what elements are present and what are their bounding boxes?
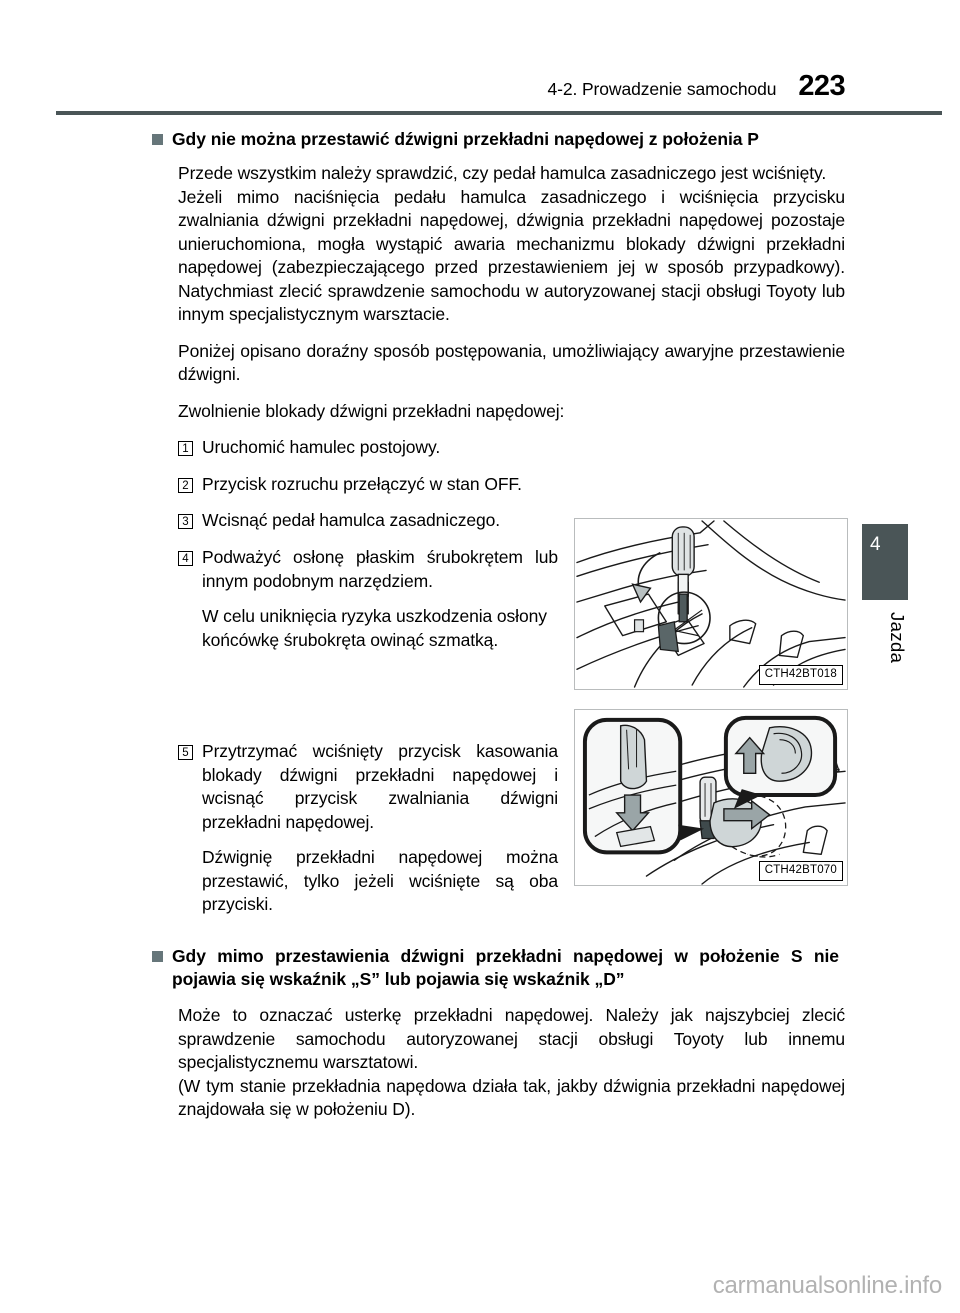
paragraph-1-1: Przede wszystkim należy sprawdzić, czy pedał hamulca zasadniczego jest wciśnięty. (178, 163, 827, 184)
step-text (202, 473, 522, 497)
step-number-badge: 3 (178, 514, 193, 529)
section-heading-1 (152, 128, 852, 151)
rotate-arrow-icon (633, 553, 661, 602)
step-text (202, 546, 558, 652)
page-number: 223 (798, 70, 845, 102)
step-line: Wcisnąć pedał hamulca zasadniczego. (202, 510, 501, 531)
paragraph-1-2: Jeżeli mimo naciśnięcia pedału hamulca zasadniczego i wciśnięcia przycisku zwalniania dźwigni przekładni napędowej, dźwignia przekładni napędowej pozostaje unieruchomiona, mogła wystąpić awaria mechanizmu blokady dźwigni przekładni napędowej (zabezpieczającego przed przestawieniem jej w sposób przypadkowy). Natychmiast zlecić sprawdzenie samochodu w autoryzowanej stacji obsługi Toyoty lub innym specjalistycznym warsztacie. (178, 186, 845, 325)
figure-2-code: CTH42BT070 (759, 861, 843, 882)
step-number-badge: 5 (178, 745, 193, 760)
screwdriver-icon (672, 527, 694, 622)
section-title: 4-2. Prowadzenie samochodu (547, 79, 777, 99)
step-line: Podważyć osłonę płaskim śrubokrętem lub innym podobnym narzędziem. (202, 547, 558, 591)
watermark-text: carmanualsonline.info (712, 1272, 942, 1299)
chapter-tab-label: Jazda (887, 612, 908, 664)
figure-shift-lever-cover-pry (574, 518, 848, 690)
step-line: Przycisk rozruchu przełączyć w stan OFF. (202, 473, 522, 494)
step-text (202, 509, 500, 533)
paragraph-1-3: Poniżej opisano doraźny sposób postępowania, umożliwiający awaryjne przestawienie dźwigni. (178, 340, 845, 385)
figure-shift-lock-override-buttons (574, 709, 848, 886)
cover-piece (658, 622, 678, 652)
step-line: Przytrzymać wciśnięty przycisk kasowania blokady dźwigni przekładni napędowej i wcisnąć przycisk zwalniania dźwigni przekładni napędowej. (202, 741, 558, 832)
figure-1-code: CTH42BT018 (759, 665, 843, 686)
figure-1-illustration (575, 519, 847, 689)
section-heading-2 (152, 945, 852, 991)
paragraph-2-2: (W tym stanie przekładnia napędowa działa tak, jakby dźwignia przekładni napędowej znajdowała się w położeniu D). (178, 1075, 845, 1120)
paragraph-1-4: Zwolnienie blokady dźwigni przekładni napędowej: (178, 400, 565, 421)
step-item (178, 740, 578, 917)
chapter-tab[interactable] (862, 524, 908, 663)
figure-2-illustration (575, 710, 847, 885)
square-bullet-icon (152, 134, 163, 145)
step-text (202, 436, 440, 460)
page-header (178, 72, 845, 101)
section-heading-2-text: Gdy mimo przestawienia dźwigni przekładni napędowej w położenie S nie pojawia się wskaźnik „S” lub pojawia się wskaźnik „D” (172, 945, 839, 989)
step-number-badge: 4 (178, 551, 193, 566)
step-item (178, 473, 845, 497)
step-note: W celu uniknięcia ryzyka uszkodzenia osłony końcówkę śrubokręta owinąć szmatką. (202, 606, 547, 650)
step-number-badge: 1 (178, 441, 193, 456)
step-line: Uruchomić hamulec postojowy. (202, 437, 441, 458)
callout-right (726, 718, 835, 809)
header-divider (56, 111, 942, 115)
paragraph-2-1: Może to oznaczać usterkę przekładni napędowej. Należy jak najszybciej zlecić sprawdzenie samochodu autoryzowanej stacji obsługi Toyoty lub innemu specjalistycznemu warsztatowi. (178, 1005, 845, 1073)
step-text (202, 740, 558, 917)
step-note: Dźwignię przekładni napędowej można przestawić, tylko jeżeli wciśnięte są oba przyciski. (202, 847, 558, 915)
callout-left (585, 720, 704, 852)
step-number-badge: 2 (178, 478, 193, 493)
section-heading-1-text: Gdy nie można przestawić dźwigni przekładni napędowej z położenia P (172, 129, 759, 149)
step-item (178, 546, 578, 652)
step-item (178, 436, 845, 460)
square-bullet-icon (152, 951, 163, 962)
chapter-tab-number: 4 (862, 524, 908, 600)
